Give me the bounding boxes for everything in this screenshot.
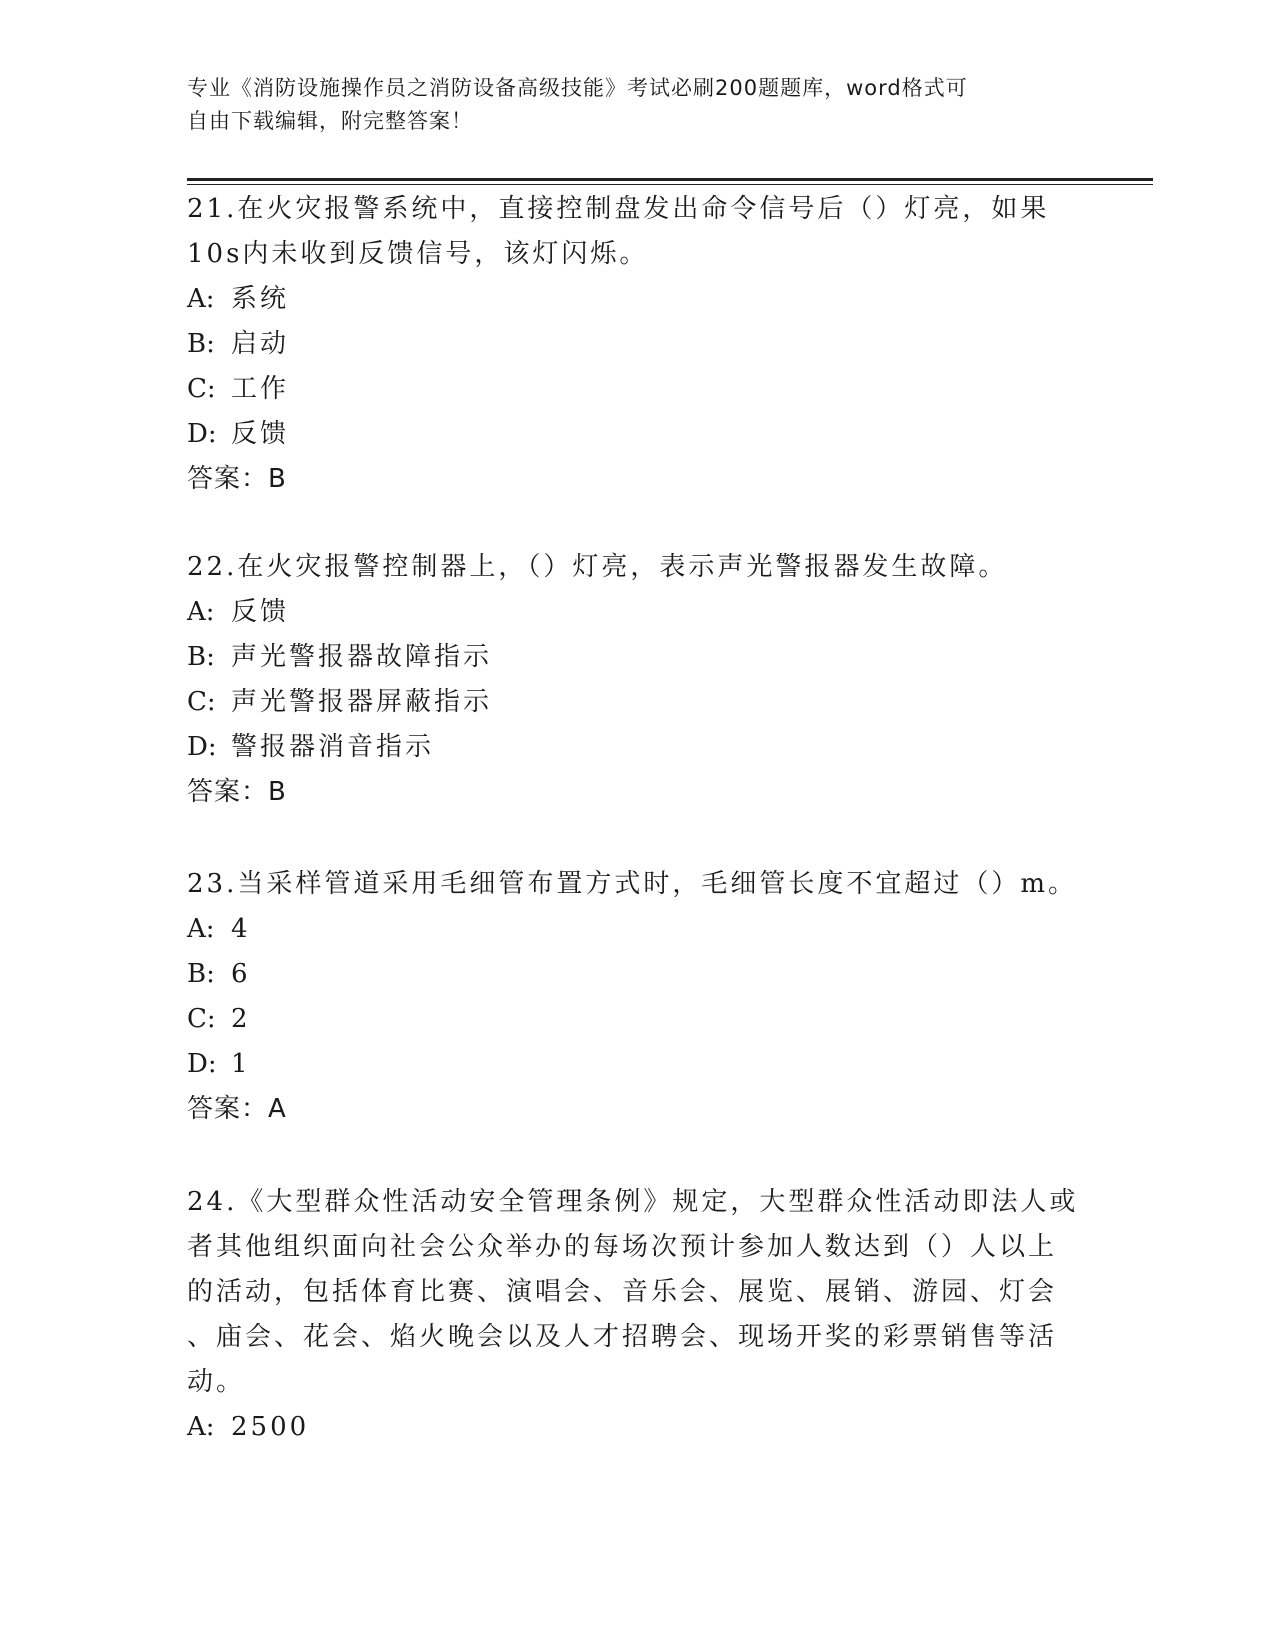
header-divider-thin [187,184,1153,185]
option-c [187,367,1067,412]
question-text: 的活动，包括体育比赛、演唱会、音乐会、展览、展销、游园、灯会 [187,1277,1058,1307]
option-text: 系统 [231,284,290,314]
question-text: 22.在火灾报警控制器上，（）灯亮，表示声光警报器发生故障。 [187,552,1008,582]
option-letter: A: [187,1412,215,1442]
option-text: 警报器消音指示 [231,732,435,762]
option-text: 工作 [231,374,290,404]
option-a [187,590,1067,635]
option-letter: A: [187,914,215,944]
option-text: 4 [231,914,251,944]
question-text: 、庙会、花会、焰火晚会以及人才招聘会、现场开奖的彩票销售等活 [187,1322,1058,1352]
option-letter: A: [187,597,215,627]
question-text: 21.在火灾报警系统中，直接控制盘发出命令信号后（）灯亮，如果 [187,194,1050,224]
option-letter: C: [187,374,216,404]
option-letter: B: [187,329,215,359]
option-letter: A: [187,284,215,314]
option-b [187,322,1067,367]
header-line: 自由下载编辑，附完整答案！ [187,109,473,133]
document-header [187,72,1067,138]
option-d [187,412,1067,457]
option-a [187,907,1067,952]
option-text: 声光警报器故障指示 [231,642,493,672]
option-c [187,680,1067,725]
option-letter: C: [187,687,216,717]
question-text: 者其他组织面向社会公众举办的每场次预计参加人数达到（）人以上 [187,1232,1058,1262]
option-letter: B: [187,642,215,672]
option-text: 2500 [231,1412,310,1442]
option-b [187,952,1067,997]
header-divider-thick [187,178,1153,181]
option-letter: D: [187,419,217,449]
option-a [187,1405,1067,1450]
option-text: 声光警报器屏蔽指示 [231,687,493,717]
option-text: 反馈 [231,597,290,627]
option-c [187,997,1067,1042]
answer-line: 答案：B [187,464,287,494]
question-text: 动。 [187,1367,246,1397]
answer-line: 答案：A [187,1094,287,1124]
question-text: 10s内未收到反馈信号，该灯闪烁。 [187,239,649,269]
question-21 [187,187,1067,502]
question-22 [187,545,1067,815]
option-letter: D: [187,1049,217,1079]
header-line: 专业《消防设施操作员之消防设备高级技能》考试必刷200题题库，word格式可 [187,76,968,100]
option-letter: C: [187,1004,216,1034]
option-text: 启动 [231,329,290,359]
question-text: 23.当采样管道采用毛细管布置方式时，毛细管长度不宜超过（）m。 [187,869,1078,899]
answer-line: 答案：B [187,777,287,807]
question-23 [187,862,1078,1132]
option-d [187,725,1067,770]
option-text: 6 [231,959,251,989]
option-text: 1 [231,1049,251,1079]
question-text: 24.《大型群众性活动安全管理条例》规定，大型群众性活动即法人或 [187,1187,1079,1217]
option-b [187,635,1067,680]
option-d [187,1042,1067,1087]
option-letter: B: [187,959,215,989]
question-24 [187,1180,1079,1450]
option-text: 反馈 [231,419,290,449]
option-a [187,277,1067,322]
option-text: 2 [231,1004,251,1034]
option-letter: D: [187,732,217,762]
